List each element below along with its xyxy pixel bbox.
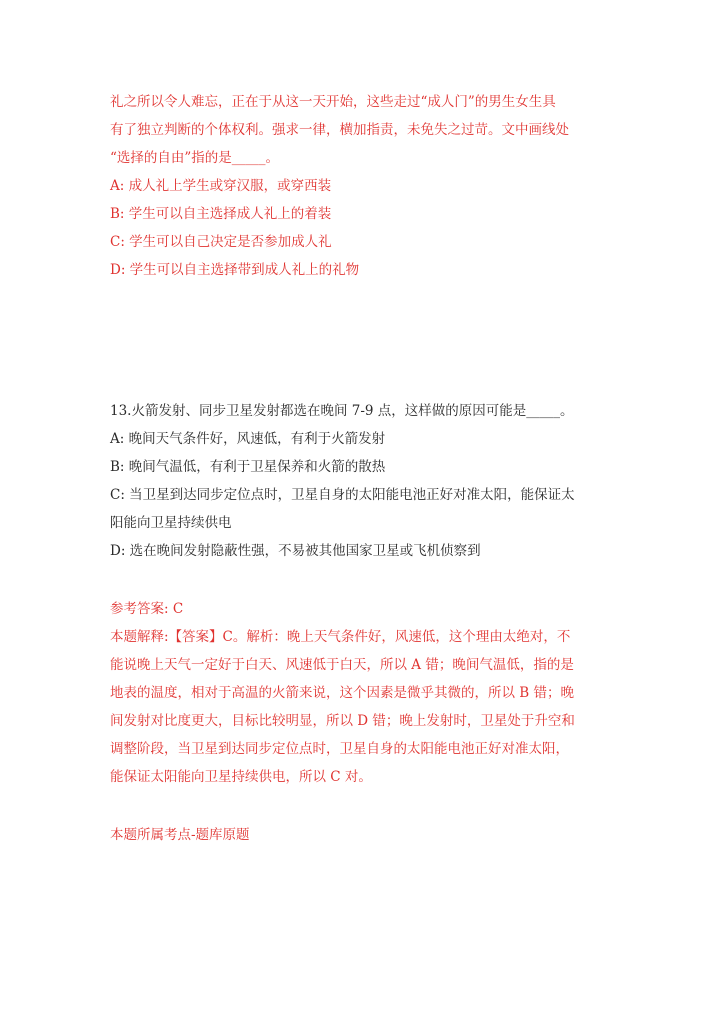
explanation-line-6: 能保证太阳能向卫星持续供电，所以 C 对。 bbox=[110, 769, 372, 785]
answer-line: 参考答案: C bbox=[110, 601, 184, 617]
q13-option-c: C: 当卫星到达同步定位点时，卫星自身的太阳能电池正好对准太阳，能保证太 bbox=[110, 487, 575, 503]
prev-question-stem-line-2: 有了独立判断的个体权利。强求一律，横加指责，未免失之过苛。文中画线处 bbox=[110, 122, 569, 138]
q13-option-d: D: 选在晚间发射隐蔽性强，不易被其他国家卫星或飞机侦察到 bbox=[110, 543, 481, 559]
q13-option-c-continued: 阳能向卫星持续供电 bbox=[110, 515, 232, 531]
source-line: 本题所属考点-题库原题 bbox=[110, 827, 250, 843]
explanation-line-2: 能说晚上天气一定好于白天、风速低于白天，所以 A 错；晚间气温低，指的是 bbox=[110, 657, 574, 673]
q13-option-b: B: 晚间气温低，有利于卫星保养和火箭的散热 bbox=[110, 459, 386, 475]
question-13-stem: 13.火箭发射、同步卫星发射都选在晚间 7-9 点，这样做的原因可能是_____。 bbox=[110, 403, 574, 419]
q13-option-a: A: 晚间天气条件好，风速低，有利于火箭发射 bbox=[110, 431, 386, 447]
explanation-line-1: 本题解释:【答案】C。解析：晚上天气条件好，风速低，这个理由太绝对，不 bbox=[110, 629, 571, 645]
prev-question-stem-line-1: 礼之所以令人难忘，正在于从这一天开始，这些走过“成人门”的男生女生具 bbox=[110, 94, 556, 110]
prev-option-d: D: 学生可以自主选择带到成人礼上的礼物 bbox=[110, 262, 360, 278]
explanation-line-3: 地表的温度，相对于高温的火箭来说，这个因素是微乎其微的，所以 B 错；晚 bbox=[110, 685, 575, 701]
explanation-line-4: 间发射对比度更大，目标比较明显，所以 D 错；晚上发射时，卫星处于升空和 bbox=[110, 713, 575, 729]
prev-option-c: C: 学生可以自己决定是否参加成人礼 bbox=[110, 234, 332, 250]
prev-option-a: A: 成人礼上学生或穿汉服，或穿西装 bbox=[110, 178, 332, 194]
prev-question-stem-line-3: “选择的自由”指的是_____。 bbox=[110, 150, 280, 166]
explanation-line-5: 调整阶段，当卫星到达同步定位点时，卫星自身的太阳能电池正好对准太阳， bbox=[110, 741, 569, 757]
prev-option-b: B: 学生可以自主选择成人礼上的着装 bbox=[110, 206, 332, 222]
